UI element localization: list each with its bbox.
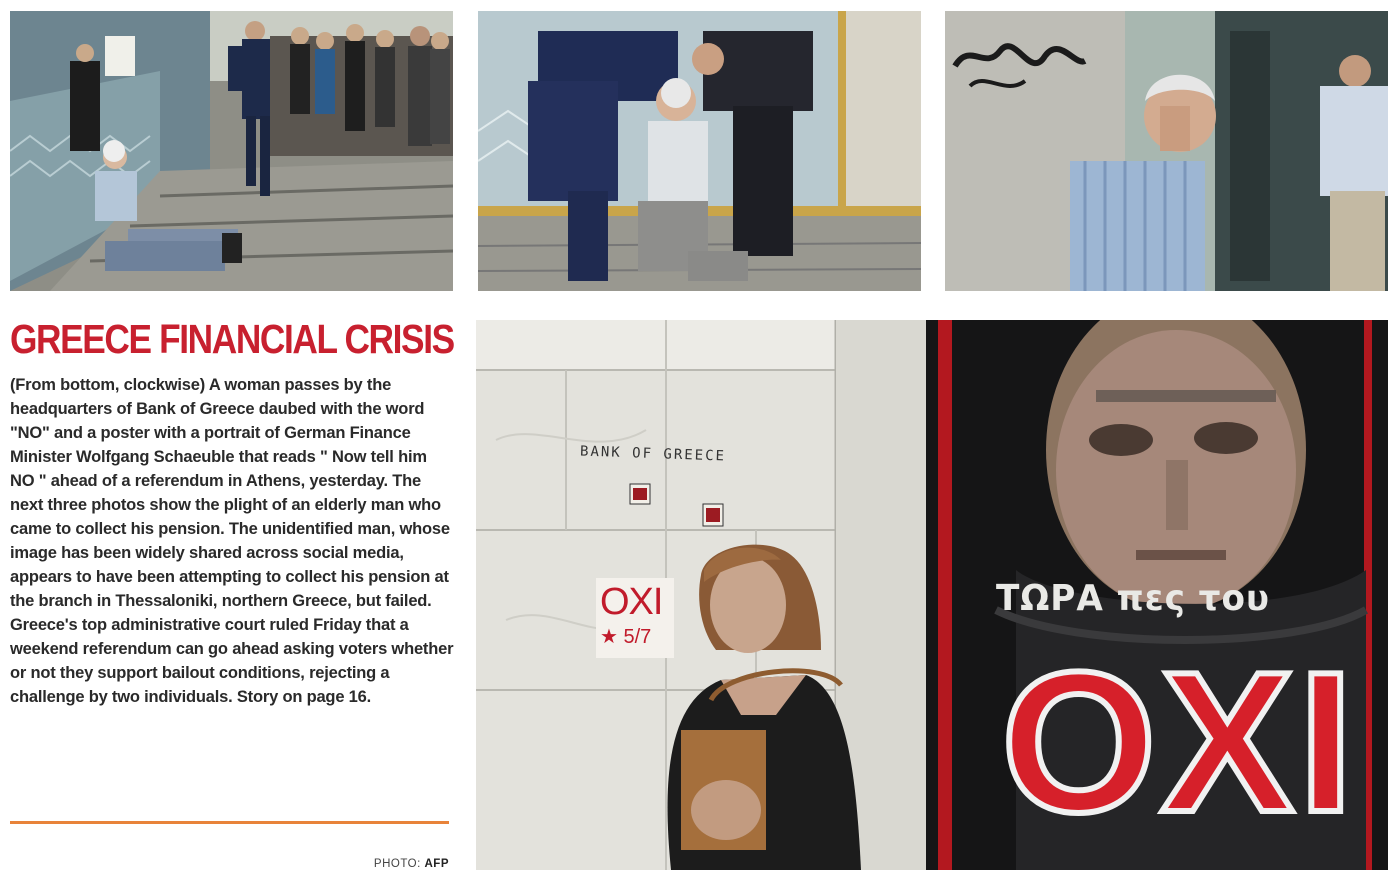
headline: GREECE FINANCIAL CRISIS: [10, 316, 454, 362]
divider-rule: [10, 821, 449, 824]
star-icon: ★: [600, 626, 618, 648]
poster-oxi-big: OXI: [1001, 631, 1358, 854]
poster-slogan-line1: ΤΩΡΑ πες του: [996, 578, 1270, 619]
photo-woman-bank-of-greece-poster: [476, 320, 1388, 870]
photo-caption: (From bottom, clockwise) A woman passes by the headquarters of Bank of Greece daubed with the word "NO" and a poster with a portrait of German Finance Minister Wolfgang Schaeuble that reads " Now tell him NO " ahead of a referendum in Athens, yesterday. The next three photos show the plight of an elderly man who came to collect his pension. The unidentified man, whose image has been widely shared across social media, appears to have been attempting to collect his pension at the branch in Thessaloniki, northern Greece, but failed. Greece's top administrative court ruled Friday that a weekend referendum can go ahead asking voters whether or not they support bailout conditions, rejecting a challenge by two individuals. Story on page 16.: [10, 376, 454, 706]
photo-man-sitting-outside-bank: [10, 11, 453, 291]
graffiti-date: [600, 624, 651, 649]
bank-of-greece-sign: BANK OF GREECE: [579, 443, 727, 465]
photo-man-wiping-eyes: [945, 11, 1388, 291]
credit-label: PHOTO:: [373, 858, 421, 870]
photo-credit: [374, 858, 449, 870]
photo-man-crying-helped: [478, 11, 921, 291]
graffiti-date-text: 5/7: [623, 626, 652, 648]
graffiti-oxi: OXI: [600, 581, 663, 623]
credit-source: AFP: [424, 858, 449, 870]
